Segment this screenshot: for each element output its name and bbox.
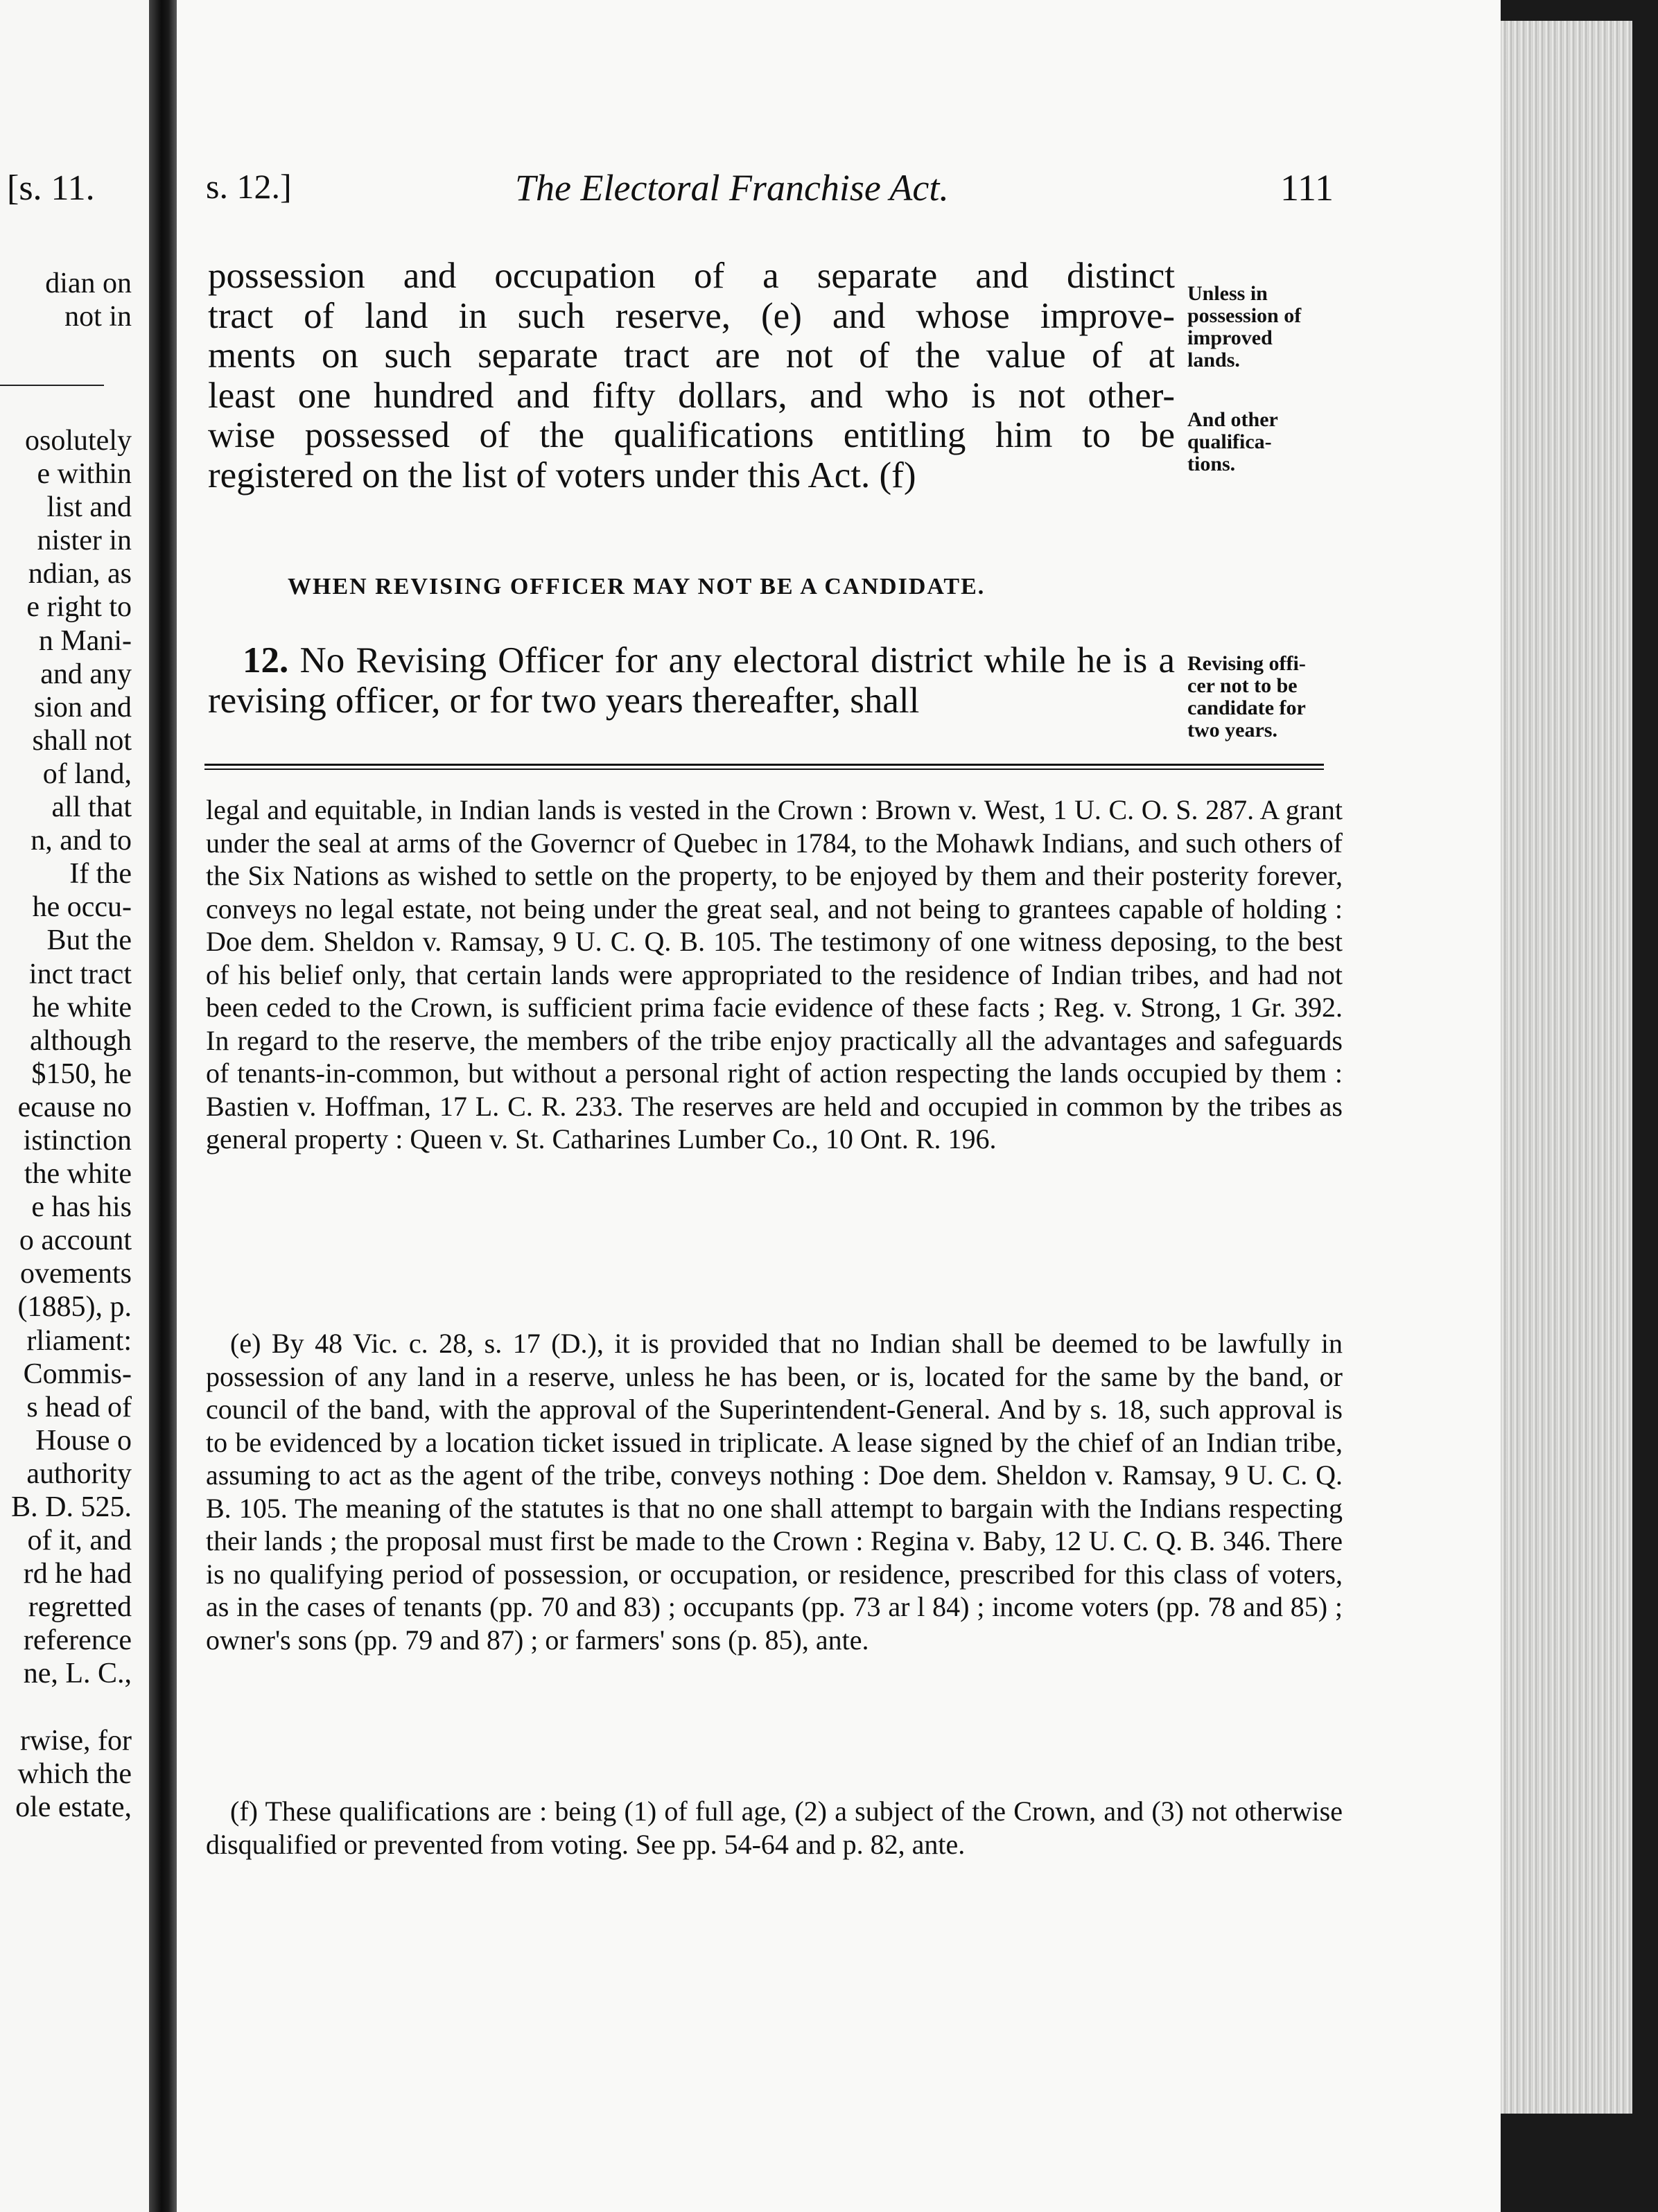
left-page-line: he white	[32, 991, 132, 1024]
margin-note-line: cer not to be	[1187, 674, 1298, 697]
margin-note-line: candidate for	[1187, 696, 1306, 719]
left-page-line: ecause no	[17, 1091, 132, 1123]
left-page-line: House o	[35, 1424, 132, 1457]
text-line: least one hundred and fifty dollars, and who is not other-	[208, 375, 1175, 416]
left-page-header: [s. 11.	[7, 168, 95, 208]
footnote-rule-thin	[204, 769, 1324, 770]
margin-note-line: Unless in	[1187, 282, 1268, 305]
margin-note-line: lands.	[1187, 349, 1240, 371]
left-page-line: of land,	[42, 757, 132, 790]
margin-note-unless-in-possession	[1187, 283, 1347, 371]
footnote-rule	[204, 764, 1324, 766]
left-page-line: the white	[24, 1158, 132, 1191]
margin-note-line: And other	[1187, 408, 1278, 431]
left-page-line: rd he had	[23, 1558, 132, 1590]
left-page-line: B. D. 525.	[11, 1491, 132, 1523]
left-page-line: and any	[40, 658, 132, 690]
text-line: ments on such separate tract are not of the value of at	[208, 335, 1175, 376]
left-page-line: e right to	[26, 591, 132, 624]
margin-note-line: two years.	[1187, 719, 1277, 741]
left-page-line: If the	[69, 858, 132, 890]
left-page-line: n Mani-	[38, 624, 132, 657]
left-page-line: istinction	[23, 1124, 132, 1157]
margin-note-revising-officer	[1187, 653, 1347, 741]
left-page-line: But the	[46, 924, 132, 957]
left-page-line	[0, 1691, 132, 1724]
margin-note-line: tions.	[1187, 453, 1236, 475]
left-page-line: reference	[23, 1624, 132, 1657]
left-page-line: ne, L. C.,	[23, 1658, 132, 1690]
text-line: wise possessed of the qualifications entitling him to be	[208, 415, 1175, 455]
left-page-line: list and	[46, 491, 132, 524]
margin-note-other-qualifications	[1187, 409, 1347, 475]
left-page-line: e within	[37, 458, 132, 491]
left-page-lines	[0, 424, 132, 1824]
footnote-f	[206, 1795, 1343, 1861]
left-page-line: rwise, for	[20, 1724, 132, 1757]
book-gutter	[149, 0, 177, 2212]
footnote-text: (f) These qualifications are : being (1) of full age, (2) a subject of the Crown, and (3) not otherwise disqualified or prevented from voting. See pp. 54-64 and p. 82, ante.	[206, 1796, 1343, 1860]
continuation-paragraph	[208, 256, 1175, 495]
footnote-text: legal and equitable, in Indian lands is vested in the Crown : Brown v. West, 1 U. C. O. S. 287. A grant under the seal at arms of the Governcr of Quebec in 1784, to the Mohawk Indians, and such others of the Six Nations as wished to settle on the property, to be enjoyed by them and their posterity forever, conveys no legal estate, not being under the great seal, and not being to grantees capable of holding : Doe dem. Sheldon v. Ramsay, 9 U. C. Q. B. 105. The testimony of one witness deposing, to the best of his belief only, that certain lands were appropriated to the residence of Indian tribes, and had not been ceded to the Crown, is sufficient prima facie evidence of these facts ; Reg. v. Strong, 1 Gr. 392. In regard to the reserve, the members of the tribe enjoy practically all the advantages and safeguards of tenants-in-common, but without a personal right of action respecting the lands occupied by them : Bastien v. Hoffman, 17 L. C. R. 233. The reserves are held and occupied in common by the tribes as general property : Queen v. St. Catharines Lumber Co., 10 Ont. R. 196.	[206, 794, 1343, 1155]
left-page-line: which the	[17, 1757, 132, 1790]
left-page-line: sion and	[33, 691, 132, 723]
left-page-line: shall not	[32, 724, 132, 757]
left-page-line: e has his	[31, 1191, 132, 1224]
section-text: No Revising Officer for any electoral district while he is a revising officer, or for two years thereafter, shall	[208, 640, 1175, 721]
left-page-line: authority	[26, 1457, 132, 1490]
text-line: tract of land in such reserve, (e) and whose improve-	[208, 295, 1175, 336]
left-page-line: n, and to	[30, 825, 132, 857]
left-page-line: of it, and	[27, 1525, 132, 1557]
footnote-e	[206, 1327, 1343, 1656]
section-12-paragraph	[208, 641, 1175, 721]
left-page-line: ovements	[20, 1258, 132, 1290]
left-page-line: although	[30, 1024, 132, 1057]
left-page-line: all that	[51, 791, 132, 824]
page-number: 111	[1280, 167, 1334, 209]
left-page-rule	[0, 385, 104, 386]
left-page-line: dian on	[45, 267, 132, 299]
left-page-top-lines	[0, 267, 132, 333]
left-page-line: o account	[19, 1224, 132, 1257]
text-line: possession and occupation of a separate and distinct	[208, 256, 1175, 296]
footnote-text: (e) By 48 Vic. c. 28, s. 17 (D.), it is provided that no Indian shall be deemed to be lawfully in possession of any land in a reserve, unless he has been, or is, located for the same by the band, or council of the band, with the approval of the Superintendent-General. And by s. 18, such approval is to be evidenced by a location ticket issued in triplicate. A lease signed by the chief of an Indian tribe, assuming to act as the agent of the tribe, conveys nothing : Doe dem. Sheldon v. Ramsay, 9 U. C. Q. B. 105. The meaning of the statutes is that no one shall attempt to bargain with the Indians respecting their lands ; the proposal must first be made to the Crown : Regina v. Baby, 12 U. C. Q. B. 346. There is no qualifying period of possession, or occupation, or residence, prescribed for this class of voters, as in the cases of tenants (pp. 70 and 83) ; occupants (pp. 73 ar l 84) ; income voters (pp. 78 and 85) ; owner's sons (pp. 79 and 87) ; or farmers' sons (p. 85), ante.	[206, 1328, 1343, 1656]
left-page	[0, 0, 149, 2212]
footnote-continued	[206, 793, 1343, 1156]
section-number: 12.	[243, 640, 289, 681]
left-page-line: not in	[64, 301, 132, 333]
left-page-line: s head of	[26, 1391, 132, 1423]
section-heading: WHEN REVISING OFFICER MAY NOT BE A CANDIDATE.	[288, 574, 986, 599]
left-page-line: nister in	[37, 525, 132, 557]
running-title: The Electoral Franchise Act.	[515, 167, 949, 209]
margin-note-line: qualifica-	[1187, 430, 1272, 453]
margin-note-line: improved	[1187, 326, 1273, 349]
left-page-line: osolutely	[25, 425, 132, 457]
left-page-line: regretted	[28, 1591, 132, 1624]
left-page-line: inct tract	[28, 958, 132, 990]
left-page-line: ole estate,	[15, 1791, 132, 1823]
left-page-line: Commis-	[23, 1358, 132, 1390]
page-edges	[1501, 21, 1632, 2114]
main-page	[177, 0, 1501, 2212]
left-page-line: ndian, as	[28, 558, 132, 590]
left-page-line: $150, he	[31, 1057, 132, 1090]
margin-note-line: possession of	[1187, 304, 1302, 327]
left-page-line: (1885), p.	[17, 1291, 132, 1324]
left-page-line: he occu-	[32, 891, 132, 924]
margin-note-line: Revising offi-	[1187, 652, 1306, 675]
running-header	[177, 166, 1501, 215]
section-reference: s. 12.]	[206, 167, 292, 206]
text-line: registered on the list of voters under this Act. (f)	[208, 455, 916, 495]
left-page-line: rliament:	[26, 1324, 132, 1357]
